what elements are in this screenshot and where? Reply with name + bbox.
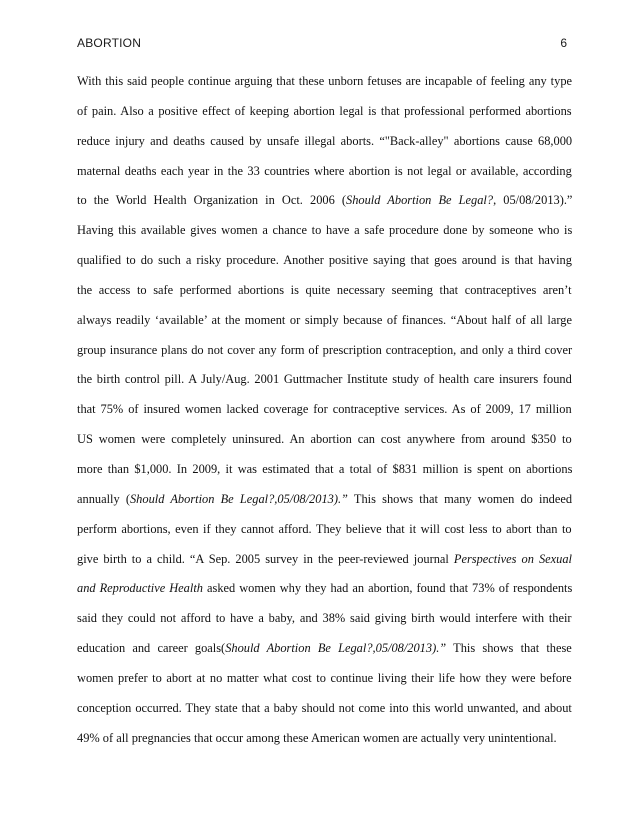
header-title: ABORTION xyxy=(77,36,142,50)
text-run: give birth to a child. “A Sep. 2005 survey in the peer-reviewed journal xyxy=(77,551,454,566)
text-line xyxy=(77,365,572,395)
text-run: the access to safe performed abortions is quite necessary seeming that contraceptives aren’t xyxy=(77,282,572,297)
text-line xyxy=(77,515,572,545)
text-run: said they could not afford to have a baby, and 38% said giving birth would interfere with their xyxy=(77,611,572,626)
text-run: that 75% of insured women lacked coverage for contraceptive services. As of 2009, 17 million xyxy=(77,402,572,417)
text-run: This shows that many women do indeed xyxy=(347,491,573,506)
text-run: always readily ‘available’ at the moment or simply because of finances. “About half of all large xyxy=(77,312,572,327)
text-run: reduce injury and deaths caused by unsafe illegal aborts. “"Back-alley" abortions cause 68,000 xyxy=(77,133,573,148)
text-line xyxy=(77,395,572,425)
text-line xyxy=(77,186,572,216)
text-run: asked women why they had an abortion, found that 73% of respondents xyxy=(202,581,573,596)
text-run: 49% of all pregnancies that occur among these American women are actually very unintentional. xyxy=(77,730,557,745)
text-run: US women were completely uninsured. An abortion can cost anywhere from around $350 to xyxy=(77,432,572,447)
text-run: maternal deaths each year in the 33 countries where abortion is not legal or available, according xyxy=(77,163,572,178)
text-line xyxy=(77,336,572,366)
body-paragraph xyxy=(77,67,572,753)
text-line xyxy=(77,455,572,485)
italic-citation: Should Abortion Be Legal?,05/08/2013).” xyxy=(225,641,447,656)
italic-citation: Should Abortion Be Legal? xyxy=(346,193,494,208)
italic-citation: Should Abortion Be Legal?,05/08/2013).” xyxy=(129,491,348,506)
text-run: With this said people continue arguing that these unborn fetuses are incapable of feeling any type xyxy=(77,74,573,88)
text-line xyxy=(77,97,572,127)
text-line xyxy=(77,157,572,187)
text-line xyxy=(77,127,572,157)
text-line xyxy=(77,67,572,97)
page-number: 6 xyxy=(560,36,567,50)
text-run: annually ( xyxy=(77,491,130,506)
text-line xyxy=(77,306,572,336)
text-run: the birth control pill. A July/Aug. 2001 Guttmacher Institute study of health care insurers found xyxy=(77,372,572,387)
text-line xyxy=(77,485,572,515)
text-line xyxy=(77,574,572,604)
text-run: perform abortions, even if they cannot afford. They believe that it will cost less to abort than to xyxy=(77,521,572,536)
italic-citation: and Reproductive Health xyxy=(77,581,203,596)
text-line xyxy=(77,216,572,246)
text-run: of pain. Also a positive effect of keeping abortion legal is that professional performed abortions xyxy=(77,103,572,118)
text-line xyxy=(77,694,572,724)
text-line xyxy=(77,724,572,754)
text-line xyxy=(77,246,572,276)
text-run: , 05/08/2013).” xyxy=(493,193,573,208)
text-line xyxy=(77,604,572,634)
text-run: group insurance plans do not cover any form of prescription contraception, and only a third cover xyxy=(77,342,573,357)
text-run: education and career goals( xyxy=(77,641,226,656)
text-line xyxy=(77,276,572,306)
text-line xyxy=(77,664,572,694)
text-line xyxy=(77,425,572,455)
text-run: more than $1,000. In 2009, it was estimated that a total of $831 million is spent on abortions xyxy=(77,461,573,476)
text-run: This shows that these xyxy=(446,641,572,656)
text-run: conception occurred. They state that a baby should not come into this world unwanted, and about xyxy=(77,700,572,715)
text-run: Having this available gives women a chance to have a safe procedure done by someone who is xyxy=(77,223,573,238)
text-run: women prefer to abort at no matter what cost to continue living their life how they were before xyxy=(77,670,572,685)
running-header xyxy=(77,36,567,52)
text-run: qualified to do such a risky procedure. Another positive saying that goes around is that having xyxy=(77,253,572,268)
text-line xyxy=(77,634,572,664)
text-line xyxy=(77,545,572,575)
italic-citation: Perspectives on Sexual xyxy=(453,551,572,566)
text-run: to the World Health Organization in Oct. 2006 ( xyxy=(77,193,347,208)
